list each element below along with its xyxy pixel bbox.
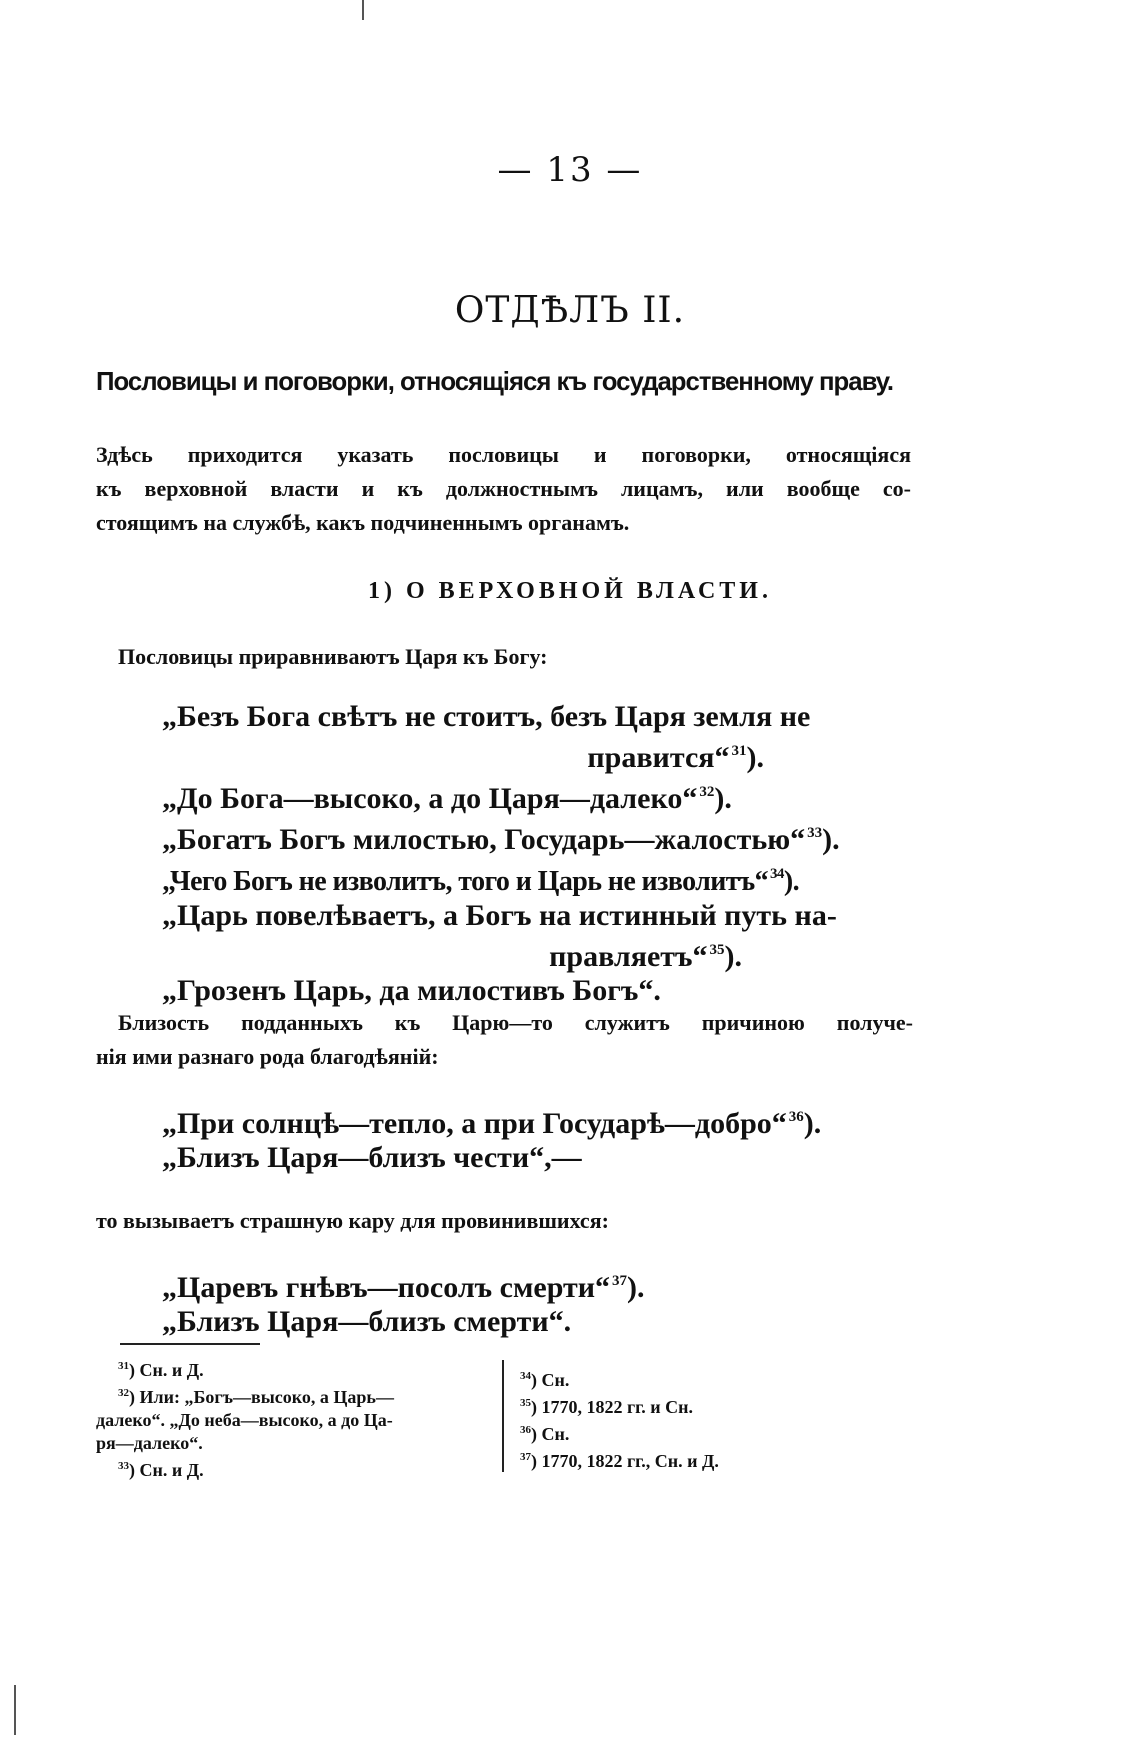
lead-line: нія ими разнаго рода благодѣяній: bbox=[96, 1044, 439, 1069]
intro-line: стоящимъ на службѣ, какъ подчиненнымъ органамъ. bbox=[96, 510, 630, 535]
proverb-continuation bbox=[162, 933, 814, 974]
proverb: „Царь повелѣваетъ, а Богъ на истинный путь на- bbox=[162, 899, 837, 932]
footnote bbox=[96, 1355, 496, 1382]
footnote bbox=[96, 1455, 496, 1482]
proverb bbox=[162, 857, 814, 899]
proverb-text: „Чего Богъ не изволитъ, того и Царь не изволитъ“ bbox=[162, 866, 769, 897]
proverb: „Близъ Царя—близъ чести“,— bbox=[162, 1141, 582, 1174]
footnote-ref: 34 bbox=[770, 866, 784, 882]
page-number: — 13 — bbox=[497, 150, 643, 190]
footnote-number: 31 bbox=[118, 1360, 129, 1372]
proverb-text: „Богатъ Богъ милостью, Государь—жалостью“ bbox=[162, 823, 806, 856]
footnote-number: 35 bbox=[520, 1397, 531, 1409]
footnote-text: ) Сн. и Д. bbox=[129, 1460, 204, 1480]
footnote-ref: 31 bbox=[731, 743, 747, 759]
footnote-text: ) Сн. и Д. bbox=[129, 1360, 204, 1380]
footnote-number: 36 bbox=[520, 1424, 531, 1436]
footnote-line: ря—далеко“. bbox=[96, 1433, 203, 1453]
proverb-text: ). bbox=[724, 940, 742, 973]
intro-line: къ верховной власти и къ должностнымъ лицамъ, или вообще со- bbox=[96, 476, 911, 501]
footnotes-left bbox=[96, 1355, 496, 1482]
proverb: „Безъ Бога свѣтъ не стоитъ, безъ Царя земля не bbox=[162, 700, 811, 733]
lead-text: Пословицы приравниваютъ Царя къ Богу: bbox=[118, 644, 548, 669]
proverb-text: „Царевъ гнѣвъ—посолъ смерти“ bbox=[162, 1271, 611, 1304]
footnote-line: далеко“. „До неба—высоко, а до Ца- bbox=[96, 1410, 393, 1430]
footnote-text: ) Сн. bbox=[531, 1370, 570, 1390]
proverb-text: ). bbox=[746, 741, 764, 774]
footnote-text: ) Сн. bbox=[531, 1424, 570, 1444]
footnote-text: ) 1770, 1822 гг. и Сн. bbox=[531, 1397, 694, 1417]
lead-text: то вызываетъ страшную кару для провинившихся: bbox=[96, 1208, 609, 1233]
proverb-text: правляетъ“ bbox=[549, 940, 708, 973]
footnote-divider bbox=[120, 1343, 260, 1345]
footnote bbox=[520, 1392, 880, 1419]
proverb bbox=[162, 1264, 722, 1305]
proverb-group bbox=[162, 700, 840, 1008]
footnote-number: 33 bbox=[118, 1460, 129, 1472]
footnote-ref: 35 bbox=[709, 942, 725, 958]
lead-line: Близость подданныхъ къ Царю—то служитъ причиною получе- bbox=[118, 1010, 913, 1035]
footnote-text: ) 1770, 1822 гг., Сн. и Д. bbox=[531, 1451, 719, 1471]
proverb: „Грозенъ Царь, да милостивъ Богъ“. bbox=[162, 974, 661, 1007]
proverb bbox=[162, 1100, 862, 1141]
footnote bbox=[520, 1446, 880, 1473]
proverb-group bbox=[162, 1100, 862, 1175]
footnote-number: 32 bbox=[118, 1387, 129, 1399]
proverb-text: ). bbox=[783, 866, 799, 897]
proverb-text: ). bbox=[627, 1271, 645, 1304]
proverb-text: ). bbox=[714, 782, 732, 815]
footnote-ref: 37 bbox=[612, 1273, 628, 1289]
footnote-ref: 36 bbox=[788, 1109, 804, 1125]
proverb bbox=[162, 775, 814, 816]
subsection-heading: 1) О ВЕРХОВНОЙ ВЛАСТИ. bbox=[368, 578, 772, 604]
footnote-text: ) Или: „Богъ—высоко, а Царь— bbox=[129, 1387, 394, 1407]
section-title: ОТДѢЛЪ II. bbox=[454, 290, 686, 331]
footnote-ref: 32 bbox=[699, 784, 715, 800]
proverb bbox=[162, 816, 840, 857]
proverb-text: ). bbox=[822, 823, 840, 856]
proverb-group bbox=[162, 1264, 722, 1339]
footnotes-right bbox=[520, 1365, 880, 1473]
footnote bbox=[520, 1365, 880, 1392]
footnote-ref: 33 bbox=[807, 825, 823, 841]
footnote bbox=[96, 1382, 496, 1409]
intro-paragraph bbox=[96, 438, 911, 540]
footnote-number: 37 bbox=[520, 1451, 531, 1463]
scan-artifact bbox=[362, 0, 364, 20]
footnote-column-divider bbox=[502, 1360, 504, 1472]
proverb-text: „До Бога—высоко, а до Царя—далеко“ bbox=[162, 782, 698, 815]
scan-artifact bbox=[14, 1685, 16, 1735]
intro-line: Здѣсь приходится указать пословицы и поговорки, относящіяся bbox=[96, 442, 911, 467]
proverb-continuation bbox=[162, 734, 814, 775]
proverb-text: „При солнцѣ—тепло, а при Государѣ—добро“ bbox=[162, 1107, 787, 1140]
proverb-text: правится“ bbox=[587, 741, 730, 774]
footnote-number: 34 bbox=[520, 1370, 531, 1382]
section-subtitle: Пословицы и поговорки, относящіяся къ государственному праву. bbox=[96, 366, 894, 396]
proverb: „Близъ Царя—близъ смерти“. bbox=[162, 1305, 572, 1338]
lead-text bbox=[96, 1006, 913, 1074]
proverb-text: ). bbox=[803, 1107, 822, 1140]
footnote bbox=[520, 1419, 880, 1446]
